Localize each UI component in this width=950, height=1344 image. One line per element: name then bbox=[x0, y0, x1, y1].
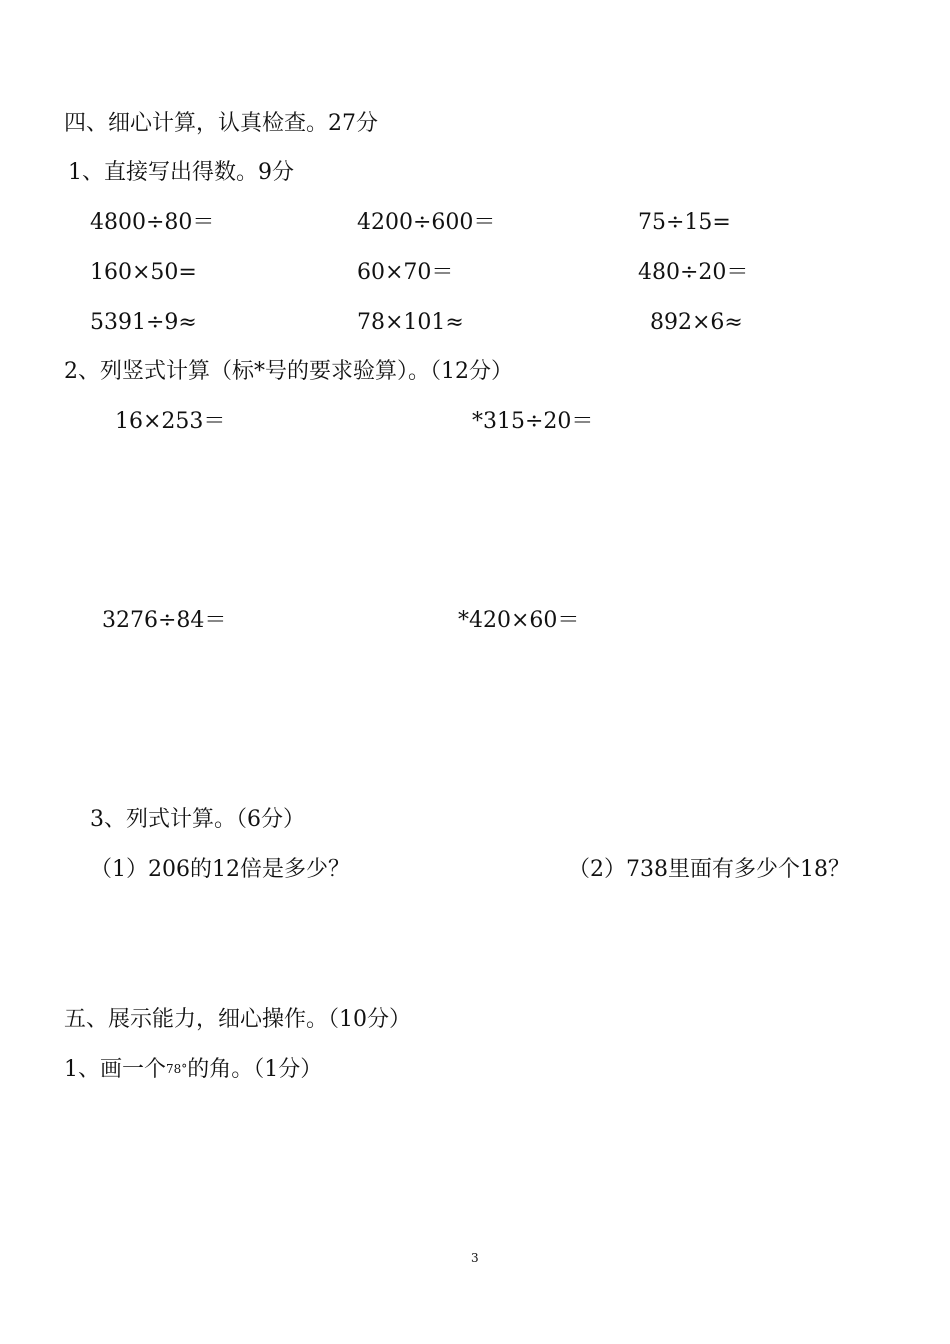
oral-problem: 160×50= bbox=[90, 260, 197, 285]
word-problem: （1）206的12倍是多少？ bbox=[90, 857, 350, 882]
page-number: 3 bbox=[471, 1251, 479, 1265]
section4-title: 四、细心计算，认真检查。27分 bbox=[64, 111, 378, 136]
oral-problem: 60×70＝ bbox=[357, 260, 454, 285]
part1-title: 1、直接写出得数。9分 bbox=[68, 160, 294, 185]
vertical-problem: 3276÷84＝ bbox=[102, 608, 227, 633]
vertical-problem: 16×253＝ bbox=[115, 409, 226, 434]
part3-title: 3、列式计算。（6分） bbox=[90, 807, 305, 832]
oral-problem: 892×6≈ bbox=[650, 310, 743, 335]
draw-angle-prefix: 1、画一个 bbox=[64, 1057, 166, 1082]
part2-title: 2、列竖式计算（标*号的要求验算）。（12分） bbox=[64, 359, 513, 384]
vertical-problem: *420×60＝ bbox=[458, 608, 580, 633]
section5-title: 五、展示能力，细心操作。（10分） bbox=[64, 1007, 411, 1032]
vertical-problem: *315÷20＝ bbox=[472, 409, 594, 434]
oral-problem: 4200÷600＝ bbox=[357, 210, 496, 235]
oral-problem: 75÷15= bbox=[638, 210, 731, 235]
word-problem: （2）738里面有多少个18？ bbox=[568, 857, 850, 882]
oral-problem: 4800÷80＝ bbox=[90, 210, 215, 235]
angle-value: 78° bbox=[166, 1062, 188, 1076]
oral-problem: 5391÷9≈ bbox=[90, 310, 197, 335]
draw-angle-question bbox=[64, 1055, 322, 1084]
draw-angle-suffix: 的角。（1分） bbox=[187, 1057, 323, 1082]
oral-problem: 78×101≈ bbox=[357, 310, 464, 335]
oral-problem: 480÷20＝ bbox=[638, 260, 749, 285]
